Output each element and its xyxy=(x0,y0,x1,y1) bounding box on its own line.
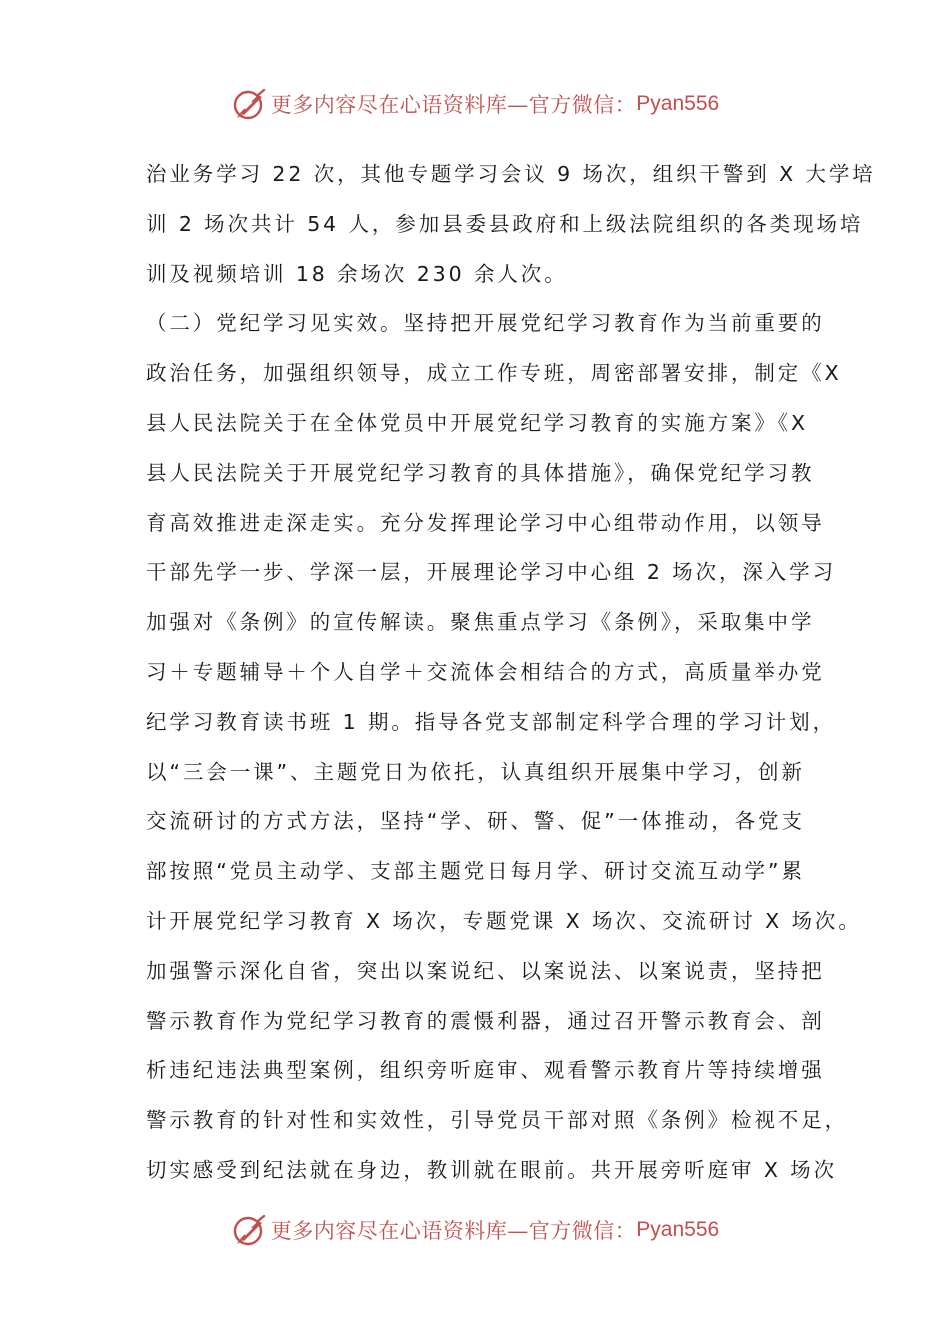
text-line: 治业务学习 22 次，其他专题学习会议 9 场次，组织干警到 X 大学培 xyxy=(146,162,876,186)
pen-logo-icon xyxy=(231,86,267,122)
text-line: 训及视频培训 18 余场次 230 余人次。 xyxy=(146,261,568,286)
text-line: 警示教育的针对性和实效性，引导党员干部对照《条例》检视不足， xyxy=(146,1108,848,1133)
pen-logo-icon xyxy=(231,1212,267,1248)
text-line: 训 2 场次共计 54 人，参加县委县政府和上级法院组织的各类现场培 xyxy=(146,211,864,236)
watermark-text: 更多内容尽在心语资料库—官方微信： xyxy=(270,93,637,117)
text-line: 育高效推进走深走实。充分发挥理论学习中心组带动作用，以领导 xyxy=(146,510,825,535)
text-line: 县人民法院关于在全体党员中开展党纪学习教育的实施方案》《X xyxy=(146,410,808,435)
header-watermark xyxy=(0,84,950,124)
text-line: 纪学习教育读书班 1 期。指导各党支部制定科学合理的学习计划， xyxy=(146,709,836,734)
text-line: 部按照“党员主动学、支部主题党日每月学、研讨交流互动学”累 xyxy=(146,859,805,884)
text-line: 警示教育作为党纪学习教育的震慑利器，通过召开警示教育会、剖 xyxy=(146,1008,825,1033)
watermark-wechat-id: Pyan556 xyxy=(636,92,720,115)
footer-watermark xyxy=(0,1210,950,1250)
watermark-text: 更多内容尽在心语资料库—官方微信： xyxy=(270,1219,637,1243)
document-body xyxy=(146,150,876,1196)
text-line: 干部先学一步、学深一层，开展理论学习中心组 2 场次，深入学习 xyxy=(146,560,836,585)
text-line: 加强警示深化自省，突出以案说纪、以案说法、以案说责，坚持把 xyxy=(146,958,825,983)
text-line: 加强对《条例》的宣传解读。聚焦重点学习《条例》，采取集中学 xyxy=(146,610,815,635)
text-line: 切实感受到纪法就在身边，教训就在眼前。共开展旁听庭审 X 场次 xyxy=(146,1157,837,1182)
text-line: 计开展党纪学习教育 X 场次，专题党课 X 场次、交流研讨 X 场次。 xyxy=(146,908,862,933)
text-line: 县人民法院关于开展党纪学习教育的具体措施》，确保党纪学习教 xyxy=(146,460,815,485)
watermark-wechat-id: Pyan556 xyxy=(636,1218,720,1241)
text-line: 习＋专题辅导＋个人自学＋交流体会相结合的方式，高质量举办党 xyxy=(146,659,825,684)
text-line: 政治任务，加强组织领导，成立工作专班，周密部署安排，制定《X xyxy=(146,361,842,386)
text-line: 以“三会一课”、主题党日为依托，认真组织开展集中学习，创新 xyxy=(146,759,805,784)
text-line: 交流研讨的方式方法，坚持“学、研、警、促”一体推动，各党支 xyxy=(146,809,805,834)
text-line: 析违纪违法典型案例，组织旁听庭审、观看警示教育片等持续增强 xyxy=(146,1058,825,1083)
text-line: （二）党纪学习见实效。坚持把开展党纪学习教育作为当前重要的 xyxy=(146,311,825,336)
